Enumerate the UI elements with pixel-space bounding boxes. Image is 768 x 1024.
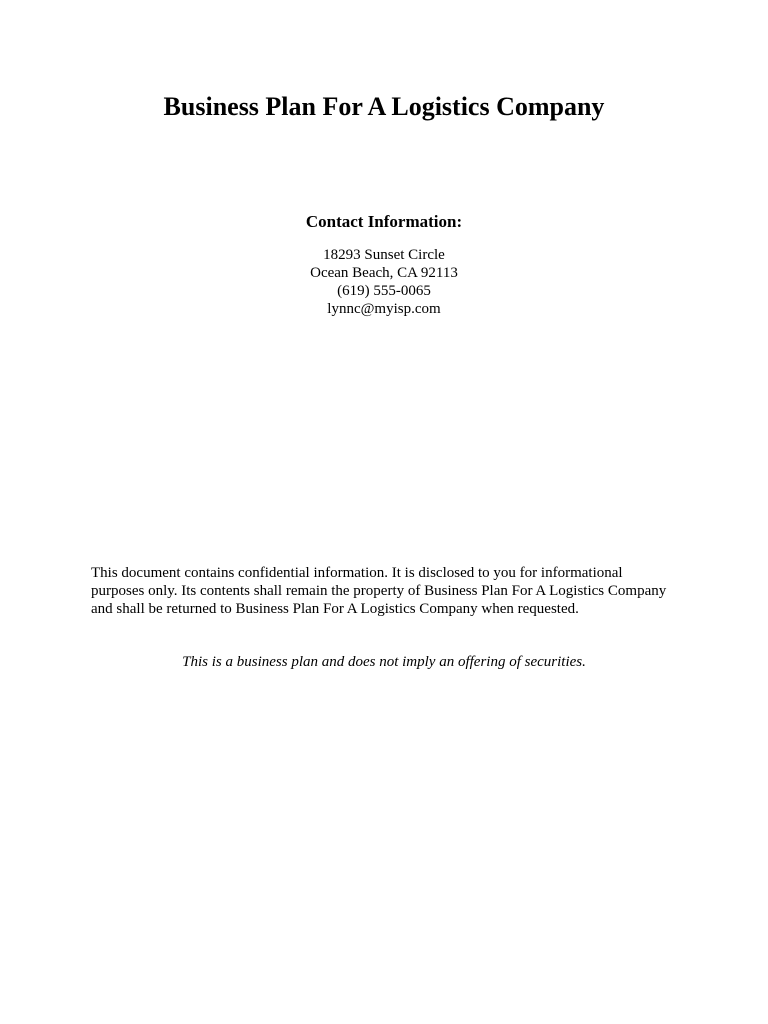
contact-heading: Contact Information: xyxy=(305,212,463,231)
confidentiality-line-1: This document contains confidential information. It is disclosed to you for informational xyxy=(91,565,623,581)
securities-disclaimer: This is a business plan and does not imply an offering of securities. xyxy=(182,654,586,670)
email-address: lynnc@myisp.com xyxy=(327,301,441,317)
document-title: Business Plan For A Logistics Company xyxy=(163,92,605,121)
phone-number: (619) 555-0065 xyxy=(337,283,431,299)
contact-information-block xyxy=(0,210,768,318)
confidentiality-line-3: and shall be returned to Business Plan For A Logistics Company when requested. xyxy=(91,601,579,617)
address-line-1: 18293 Sunset Circle xyxy=(323,247,445,263)
confidentiality-line-2: purposes only. Its contents shall remain the property of Business Plan For A Logistics Company xyxy=(91,583,667,599)
confidentiality-notice xyxy=(91,564,691,618)
address-line-2: Ocean Beach, CA 92113 xyxy=(310,265,458,281)
